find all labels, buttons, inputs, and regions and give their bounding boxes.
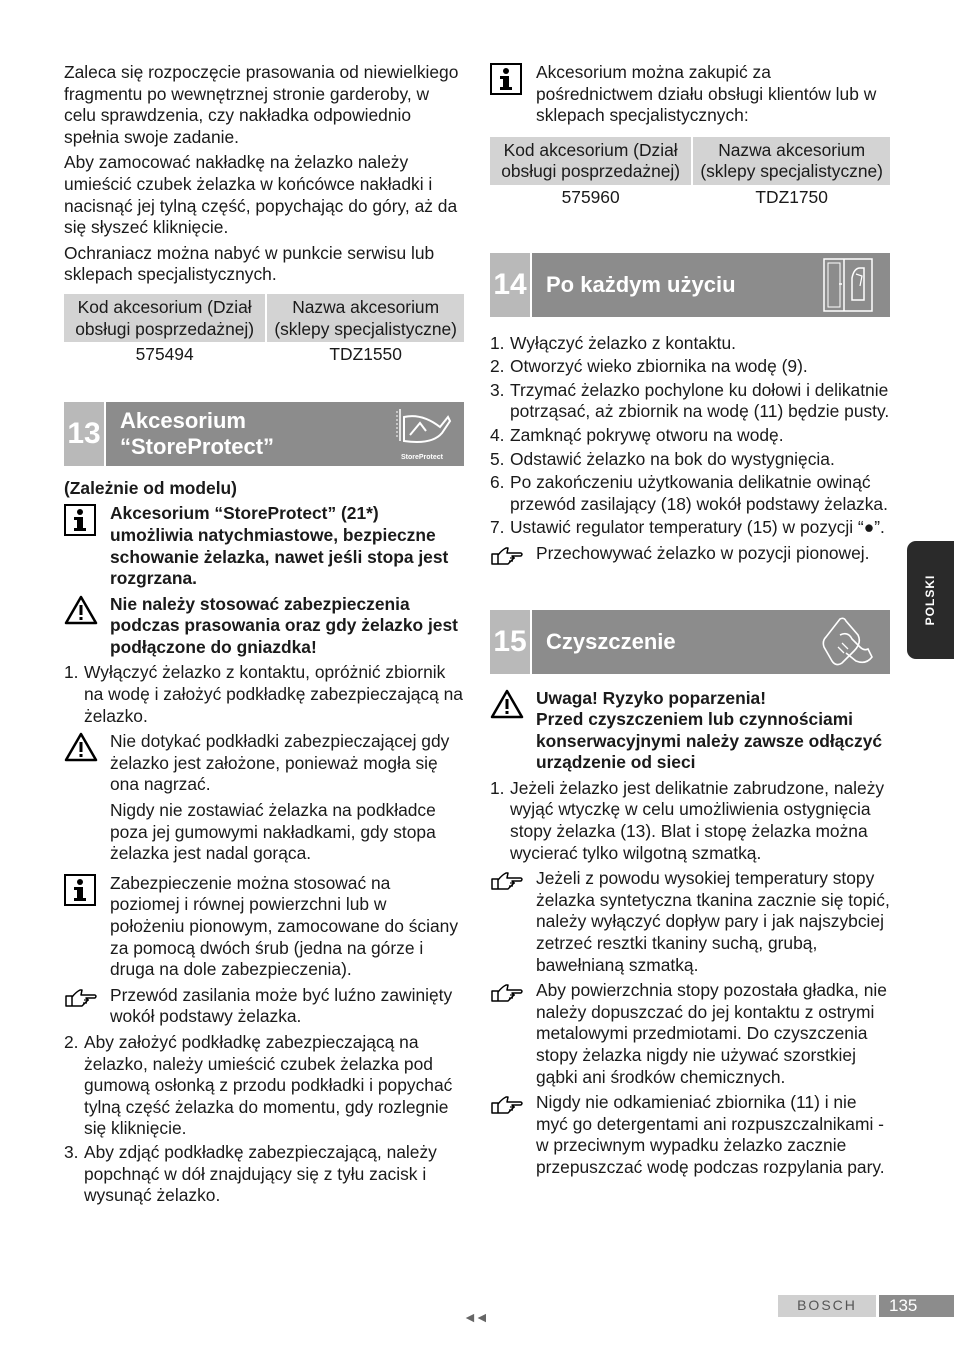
section-number: 13	[64, 402, 104, 466]
info-icon	[490, 63, 522, 95]
brand-label: BOSCH	[778, 1295, 876, 1317]
table-header-code: Kod akcesorium (Dział obsługi posprzedażnej)	[490, 137, 691, 185]
warning-icon	[490, 689, 524, 719]
page-number: 135	[879, 1295, 954, 1317]
pointing-hand-icon	[490, 981, 524, 1003]
steps-list	[64, 662, 464, 727]
storeprotect-iron-icon	[392, 405, 452, 463]
tip-note	[490, 980, 890, 1088]
section-title-bar	[106, 402, 464, 466]
warning-text: Nie dotykać podkładki zabezpieczającej gdy żelazko jest założone, ponieważ mogła się ona nagrzać.	[110, 731, 450, 795]
language-tab	[907, 541, 954, 659]
info-note	[490, 62, 890, 127]
icon-label: StoreProtect	[400, 453, 444, 461]
table-header-code: Kod akcesorium (Dział obsługi posprzedażnej)	[64, 294, 265, 342]
accessory-table	[488, 137, 892, 211]
warning-icon	[64, 595, 98, 625]
table-header-name: Nazwa akcesorium (sklepy specjalistyczne)	[267, 294, 464, 342]
list-item: 7. Ustawić regulator temperatury (15) w pozycji “●”.	[490, 517, 885, 538]
list-item: 3. Trzymać żelazko pochylone ku dołowi i delikatnie potrząsać, aż zbiornik na wodę (11) będzie pusty.	[490, 379, 890, 422]
section-number: 14	[490, 253, 530, 317]
info-text: Akcesorium “StoreProtect” (21*) umożliwia natychmiastowe, bezpieczne schowanie żelazka, nawet jeśli stopa jest rozgrzana.	[110, 503, 449, 589]
section-15-header	[490, 610, 890, 674]
info-note	[64, 873, 464, 981]
list-item: 2. Aby założyć podkładkę zabezpieczającą na żelazko, należy umieścić czubek żelazka pod gumową osłonką z przodu podkładki i popychać tylną część żelazka do momentu, gdy rozlegnie się kliknięcie.	[64, 1031, 453, 1139]
pointing-hand-icon	[64, 986, 98, 1008]
section-title: Po każdym użyciu	[546, 271, 736, 297]
tip-text: Aby powierzchnia stopy pozostała gładka, nie należy dopuszczać do jej kontaktu z ostrymi metalowymi przedmiotami. Do czyszczenia stopy żelazka nigdy nie używać szorstkiej gąbki ani środków chemicznych.	[536, 980, 887, 1087]
list-item: 4. Zamknąć pokrywę otworu na wodę.	[490, 424, 784, 445]
list-item: 1. Wyłączyć żelazko z kontaktu, opróżnić zbiornik na wodę i założyć podkładkę zabezpieczającą na żelazko.	[64, 662, 463, 726]
section-title-bar	[532, 253, 890, 317]
tip-note	[64, 985, 464, 1028]
accessory-table	[62, 294, 466, 368]
section-title: “StoreProtect”	[120, 433, 275, 459]
section-title: Akcesorium	[120, 407, 246, 433]
pointing-hand-icon	[490, 869, 524, 891]
info-text: Zabezpieczenie można stosować na poziomej i równej powierzchni lub w położeniu pionowym, zamocowane do ściany za pomocą dwóch śrub (jedna na górze i druga na dole zabezpieczenia).	[110, 872, 459, 980]
section-title-bar	[532, 610, 890, 674]
list-item: 1. Jeżeli żelazko jest delikatnie zabrudzone, należy wyjąć wtyczkę w celu umożliwienia ostygnięcia stopy żelazka (13). Blat i stopę żelazka można wycierać tylko wilgotną szmatką.	[490, 777, 885, 863]
back-nav-icon[interactable]: ◄◄	[463, 1309, 487, 1325]
section-14-header	[490, 253, 890, 317]
intro-paragraph: Zaleca się rozpoczęcie prasowania od niewielkiego fragmentu po wewnętrznej stronie garderoby, w celu sprawdzenia, czy nakładka odpowiednio spełnia swoje zadanie.	[64, 62, 459, 147]
tip-note	[490, 1092, 890, 1178]
list-item: 6. Po zakończeniu użytkowania delikatnie owinąć przewód zasilający (18) wokół podstawy żelazka.	[490, 472, 888, 514]
section-13-header	[64, 402, 464, 466]
model-note: (Zależnie od modelu)	[64, 477, 237, 498]
intro-paragraph: Ochraniacz można nabyć w punkcie serwisu lub sklepach specjalistycznych.	[64, 242, 435, 285]
warning-note	[64, 594, 464, 659]
warning-title: Uwaga! Ryzyko poparzenia!	[536, 687, 766, 708]
table-cell-name: TDZ1550	[329, 344, 402, 365]
steps-list	[490, 778, 890, 864]
tip-text: Przechowywać żelazko w pozycji pionowej.	[536, 542, 870, 563]
list-item: 3. Aby zdjąć podkładkę zabezpieczającą, należy popchnąć w dół znajdujący się z tyłu zacisk i wysunąć żelazko.	[64, 1141, 437, 1206]
info-note	[64, 503, 464, 589]
warning-text: Przed czyszczeniem lub czynnościami konserwacyjnymi należy zawsze odłączyć urządzenie od sieci	[536, 709, 883, 773]
list-item: 2. Otworzyć wieko zbiornika na wodę (9).	[490, 356, 808, 377]
table-header-name: Nazwa akcesorium (sklepy specjalistyczne)	[693, 137, 890, 185]
pointing-hand-icon	[490, 544, 524, 566]
warning-text: Nie należy stosować zabezpieczenia podczas prasowania oraz gdy żelazko jest podłączone do gniazdka!	[110, 593, 458, 657]
warning-note	[64, 731, 464, 869]
left-column	[64, 62, 464, 1211]
steps-list	[490, 333, 890, 539]
warning-note	[490, 688, 890, 774]
table-cell-code: 575494	[135, 344, 194, 365]
tip-text: Przewód zasilania może być luźno zawinięty wokół podstawy żelazka.	[110, 984, 453, 1027]
table-cell-name: TDZ1750	[755, 186, 828, 207]
language-label: POLSKI	[922, 574, 937, 626]
right-column	[490, 62, 890, 1183]
list-item: 1. Wyłączyć żelazko z kontaktu.	[490, 332, 737, 353]
section-number: 15	[490, 610, 530, 674]
tip-text: Jeżeli z powodu wysokiej temperatury stopy żelazka syntetyczna tkanina zacznie się topić, należy wyłączyć dopływ pary i jak najszybciej zetrzeć resztki tkaniny suchą, grubą, bawełnianą szmatką.	[536, 868, 890, 975]
info-icon	[64, 874, 96, 906]
section-title: Czyszczenie	[546, 628, 676, 654]
list-item: 5. Odstawić żelazko na bok do wystygnięcia.	[490, 448, 835, 469]
table-cell-code: 575960	[561, 186, 620, 207]
intro-paragraph: Aby zamocować nakładkę na żelazko należy umieścić czubek żelazka w końcówce nakładki i nacisnąć jej tylną część, popychając do góry, aż da się słyszeć kliknięcie.	[64, 152, 458, 238]
cleaning-hand-icon	[818, 613, 878, 671]
info-icon	[64, 504, 96, 536]
tip-note	[490, 868, 890, 976]
info-text: Akcesorium można zakupić za pośrednictwem działu obsługi klientów lub w sklepach specjalistycznych:	[536, 62, 877, 126]
warning-text: Nigdy nie zostawiać żelazka na podkładce poza jej gumowymi nakładkami, gdy stopa żelazka jest nadal gorąca.	[110, 800, 436, 864]
tip-note	[490, 543, 890, 572]
tip-text: Nigdy nie odkamieniać zbiornika (11) i nie myć go detergentami ani rozpuszczalnikami - w przeciwnym wypadku żelazko zacznie przepuszczać wodę podczas rozpylania pary.	[536, 1092, 885, 1177]
wardrobe-iron-icon	[818, 256, 878, 314]
steps-list	[64, 1032, 464, 1207]
pointing-hand-icon	[490, 1093, 524, 1115]
warning-icon	[64, 732, 98, 762]
